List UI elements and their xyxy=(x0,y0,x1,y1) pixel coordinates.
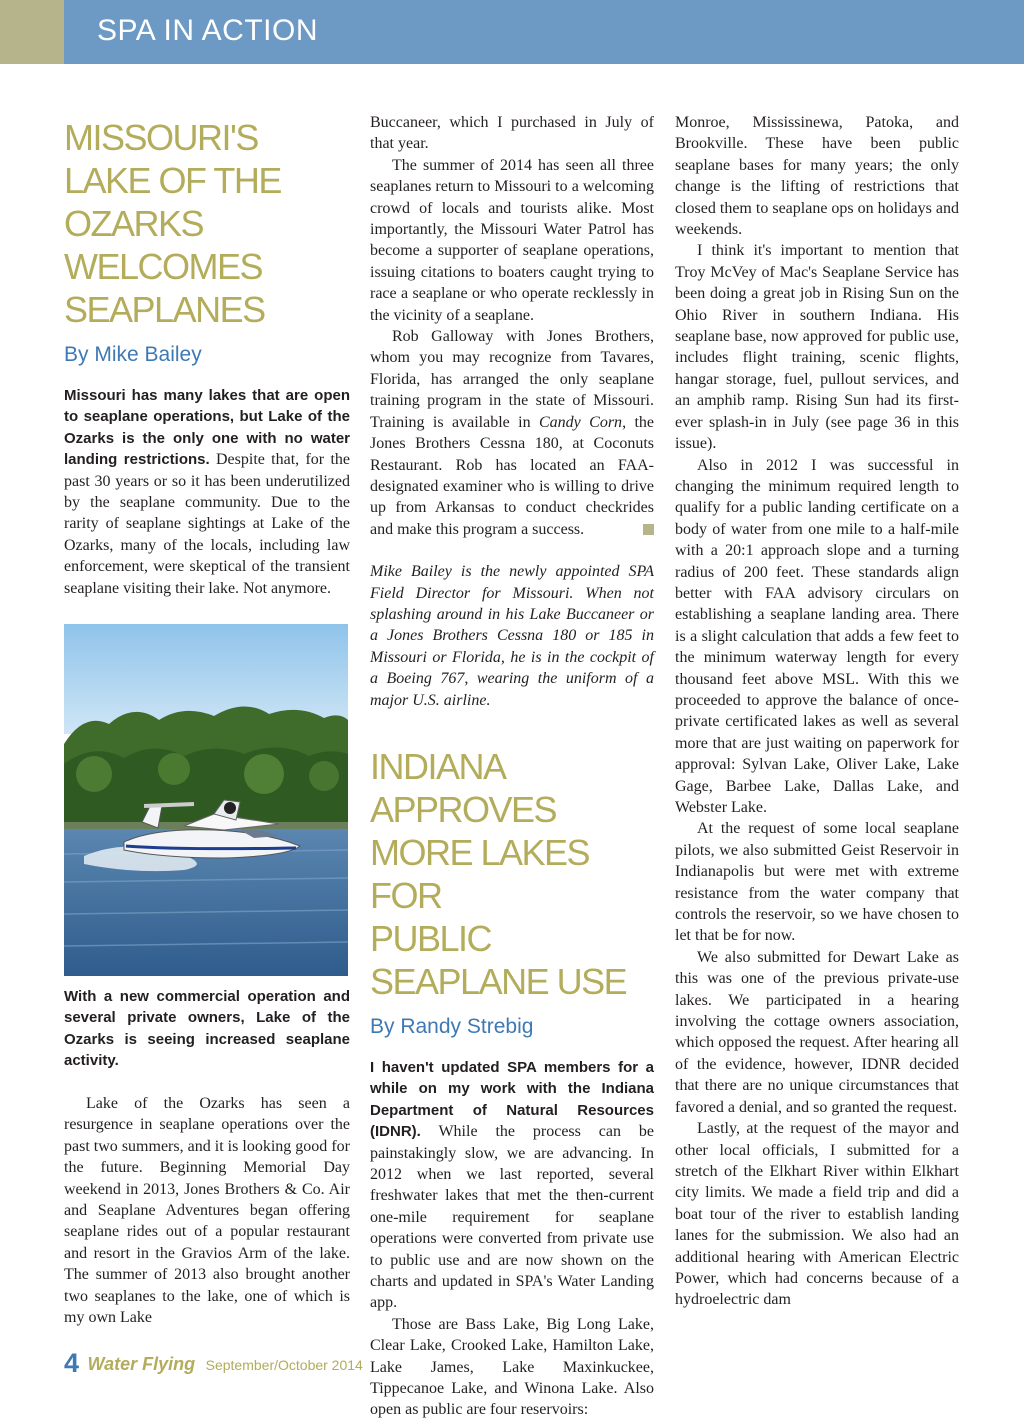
seaplane-photo-image xyxy=(64,624,348,976)
lead-body-text: Despite that, for the past 30 years or so it has been underutilized by the seaplane community. Due to the rarity of seaplane sightings at Lake of the Ozarks, many of the locals, including law enforcement, were skeptical of the transient seaplane visiting their lake. Not anymore. xyxy=(64,451,350,597)
author-bio: Mike Bailey is the newly appointed SPA Field Director for Missouri. When not splashing around in his Lake Buccaneer or a Jones Brothers Cessna 180 or 185 in Missouri or Florida, he is in the cockpit of a Boeing 767, wearing the uniform of a major U.S. airline. xyxy=(370,563,654,709)
magazine-title: Water Flying xyxy=(87,1354,196,1374)
article1-paragraph: Buccaneer, which I purchased in July of that year. xyxy=(370,114,654,153)
headline-line: WELCOMES xyxy=(64,246,263,287)
issue-date: September/October 2014 xyxy=(205,1357,363,1373)
article1-paragraph: Lake of the Ozarks has seen a resurgence in seaplane operations over the past two summers, and it is looking good for the future. Beginning Memorial Day weekend in 2013, Jones Brothers & Co. Air and Seaplane Adventures began offering seaplane rides out of a popular restaurant and resort in the Gravios Arm of the lake. The summer of 2013 also brought another two seaplanes to the lake, one of which is my own Lake xyxy=(64,1095,350,1327)
article2-paragraph: Monroe, Mississinewa, Patoka, and Brookville. These have been public seaplane bases for many years; the only change is the lifting of restrictions that closed them to seaplane ops on holidays and weekends. xyxy=(675,114,959,239)
article2-paragraph: At the request of some local seaplane pilots, we also submitted Geist Reservoir in Indianapolis but were met with extreme resistance from the water company that controls the reservoir, so we have chosen to let that be for now. xyxy=(675,820,959,945)
headline-line: INDIANA APPROVES xyxy=(370,745,557,830)
lead-bold-text: I haven't updated SPA members for a while on my work with the Indiana Department of Natural Resources (IDNR). xyxy=(370,1058,654,1141)
text-run: Rob Galloway with Jones Brothers, whom you may recognize from Tavares, Florida, has arranged the only seaplane training program in the state of Missouri. Training is available in xyxy=(370,328,654,431)
article2-paragraph: Those are Bass Lake, Big Long Lake, Clear Lake, Crooked Lake, Hamilton Lake, Lake James, Lake Maxinkuckee, Tippecanoe Lake, and Winona Lake. Also open as public are four reservoirs: xyxy=(370,1315,654,1419)
page-footer xyxy=(64,1348,363,1379)
lead-bold-text: Missouri has many lakes that are open to seaplane operations, but Lake of the Ozarks is the only one with no water landing restrictions. xyxy=(64,387,350,469)
article2-lead-paragraph xyxy=(370,1057,654,1314)
headline-line: MORE LAKES FOR xyxy=(370,831,590,916)
column-1 xyxy=(64,112,350,599)
column-2 xyxy=(370,112,654,1421)
article1-paragraph xyxy=(370,326,654,540)
section-title: SPA IN ACTION xyxy=(97,14,318,47)
column-3 xyxy=(675,112,959,1311)
text-run: , the Jones Brothers Cessna 180, at Coconuts Restaurant. Rob has located an FAA-designated examiner who is willing to drive up from Arkansas to conduct checkrides and make this program a success. xyxy=(370,413,655,538)
photo-caption: With a new commercial operation and several private owners, Lake of the Ozarks is seeing increased seaplane activity. xyxy=(64,988,350,1070)
headline-line: PUBLIC SEAPLANE USE xyxy=(370,917,627,1002)
lead-body-text: While the process can be painstakingly slow, we are advancing. In 2012 when we last reported, several freshwater lakes that met the then-current one-mile requirement for seaplane operations were converted from private use to public use and are now shown on the charts and updated in SPA's Water Landing app. xyxy=(370,1123,654,1312)
page-number: 4 xyxy=(64,1348,80,1378)
article1-paragraph: The summer of 2014 has seen all three seaplanes return to Missouri to a welcoming crowd of locals and tourists alike. Most importantly, the Missouri Water Patrol has become a supporter of seaplane operations, issuing citations to boaters caught trying to race a seaplane or who operate recklessly in the vicinity of a seaplane. xyxy=(370,156,654,324)
article1-headline xyxy=(64,116,350,331)
aircraft-name: Candy Corn xyxy=(538,413,623,431)
seaplane-photo xyxy=(64,624,348,976)
article1-lead-paragraph xyxy=(64,385,350,599)
article2-headline xyxy=(370,745,654,1003)
headline-line: MISSOURI'S xyxy=(64,117,258,158)
article2-paragraph: We also submitted for Dewart Lake as this was one of the previous private-use lakes. We participated in a hearing involving the cottage owners association, which opposed the request. After hearing all of the evidence, however, IDNR decided that there are no unique circumstances that favored a denial, and so granted the request. xyxy=(675,948,959,1116)
headline-line: LAKE OF THE OZARKS xyxy=(64,160,281,244)
article2-paragraph: Lastly, at the request of the mayor and other local officials, I submitted for a stretch of the Elkhart River within Elkhart city limits. We made a field trip and did a boat tour of the river to establish landing lanes for the submission. We also had an additional hearing with American Electric Power, which had concerns because of a hydroelectric dam xyxy=(675,1120,959,1309)
header-accent-tab xyxy=(0,0,64,64)
column-1-continued xyxy=(64,1093,350,1328)
article1-byline: By Mike Bailey xyxy=(64,343,202,366)
end-of-article-mark xyxy=(643,524,654,535)
article2-paragraph: Also in 2012 I was successful in changing the minimum required length to qualify for a public landing certificate on a body of water from one mile to a half-mile with a 20:1 approach slope and a turning radius of 200 feet. These standards align better with FAA advisory circulars on establishing a seaplane landing area. There is a slight calculation that adds a few feet to the minimum waterway length for every thousand feet above MSL. With this we proceeded to approve the balance of once-private certificated lakes as well as several more that are just waiting on paperwork for approval: Sylvan Lake, Oliver Lake, Lake Gage, Barbee Lake, Dallas Lake, and Webster Lake. xyxy=(675,456,959,816)
article2-paragraph: I think it's important to mention that Troy McVey of Mac's Seaplane Service has been doing a great job in Rising Sun on the Ohio River in southern Indiana. His seaplane base, now approved for public use, includes flight training, scenic flights, hangar storage, fuel, pullout services, and an amphib ramp. Rising Sun had its first-ever splash-in in July (see page 36 in this issue). xyxy=(675,242,959,453)
article2-byline: By Randy Strebig xyxy=(370,1014,534,1038)
headline-line: SEAPLANES xyxy=(64,289,265,330)
